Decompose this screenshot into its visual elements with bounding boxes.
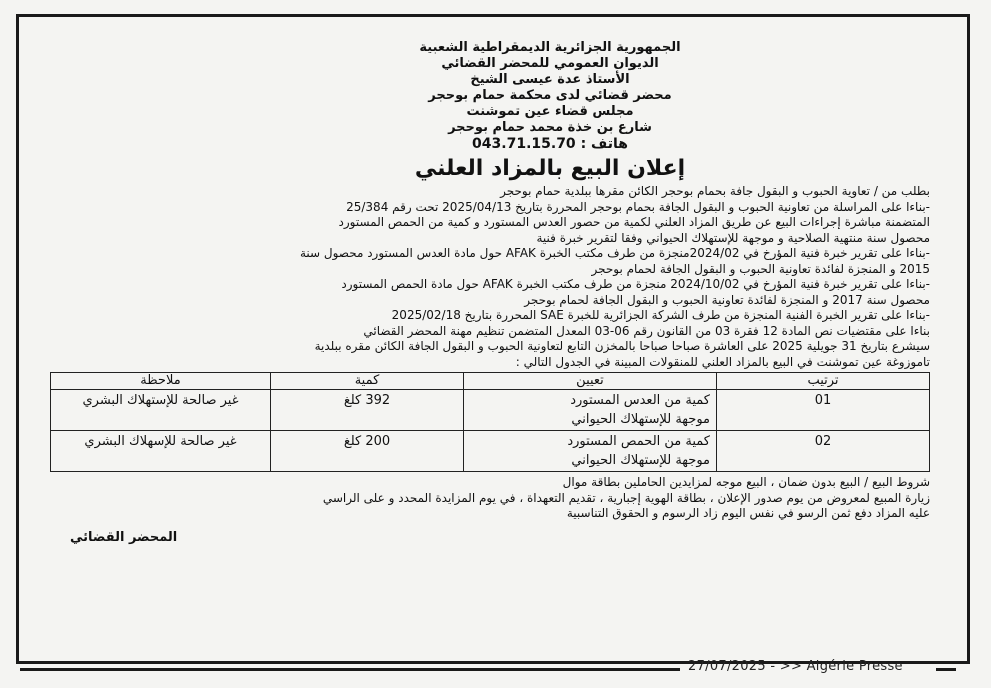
cell-quantity: 392 كلغ bbox=[271, 390, 464, 431]
body-line: -بناءا على المراسلة من تعاونية الحبوب و البقول الجافة بحمام بوحجر المحررة بتاريخ 2025/04/13 تحت رقم 25/384 bbox=[346, 199, 930, 214]
description-line: كمية من العدس المستورد bbox=[570, 393, 710, 408]
body-line: تاموزوغة عين تموشنت في البيع بالمزاد العلني للمنقولات المبينة في الجدول التالي : bbox=[515, 354, 930, 369]
body-line: سيشرع بتاريخ 31 جويلية 2025 على العاشرة صباحا صباحا بالمخزن التابع لتعاونية الحبوب و البقول الجافة الكائن مقره ببلدية bbox=[314, 339, 930, 353]
cell-rank: 01 bbox=[717, 390, 930, 431]
cell-rank: 02 bbox=[717, 431, 930, 472]
notice-content bbox=[50, 40, 930, 545]
body-line: -بناءا على تقرير خبرة فنية المؤرخ في 2024/02منجزة من طرف مكتب الخبرة AFAK حول مادة العدس المستورد محصول سنة bbox=[299, 246, 930, 260]
phone-label: هاتف : bbox=[580, 136, 628, 152]
header-line: شارع بن خذة محمد حمام بوحجر bbox=[448, 120, 652, 135]
table-row bbox=[51, 390, 930, 431]
cell-note: غير صالحة للإستهلاك البشري bbox=[51, 390, 271, 431]
footer-rule-end bbox=[936, 668, 956, 671]
header-line: محضر قضائي لدى محكمة حمام بوحجر bbox=[428, 88, 672, 103]
table-row bbox=[51, 431, 930, 472]
issuer-header bbox=[170, 40, 930, 152]
body-line: محصول سنة منتهية الصلاحية و موجهة للإستهلاك الحيواني وفقا لتقرير خبرة فنية bbox=[536, 230, 930, 245]
source-tag: 27/07/2025 - >> Algérie Presse bbox=[688, 659, 903, 674]
signature: المحضر القضائي bbox=[70, 529, 178, 545]
footer bbox=[0, 657, 991, 681]
terms-line: زيارة المبيع لمعروض من يوم صدور الإعلان ، بطاقة الهوية إجبارية ، تقديم التعهداة ، في يوم المزايدة المحدد و على الراسي bbox=[322, 490, 930, 505]
header-quantity: كمية bbox=[271, 373, 464, 390]
body-line: -بناءا على تقرير خبرة فنية المؤرخ في 2024/10/02 منجزة من طرف مكتب الخبرة AFAK حول مادة الحمص المستورد bbox=[341, 277, 930, 291]
header-line: الجمهورية الجزائرية الديمقراطية الشعبية bbox=[419, 40, 681, 55]
body-line: محصول سنة 2017 و المنجزة لفائدة تعاونية الحبوب و البقول الجافة لحمام بوحجر bbox=[524, 292, 930, 307]
phone-line bbox=[170, 136, 930, 152]
cell-note: غير صالحة للإسهلاك البشري bbox=[51, 431, 271, 472]
items-table bbox=[50, 372, 930, 472]
phone-number: 043.71.15.70 bbox=[472, 136, 576, 152]
footer-rule bbox=[20, 668, 680, 671]
body-line: -بناءا على تقرير الخبرة الفنية المنجزة من طرف الشركة الجزائرية للخبرة SAE المحررة بتاريخ 2025/02/18 bbox=[391, 308, 930, 322]
description-line: موجهة للإستهلاك الحيواني bbox=[571, 453, 710, 468]
body-line: المتضمنة مباشرة إجراءات البيع عن طريق المزاد العلني لكمية من حصور العدس المستورد و كمية من الحمص المستورد bbox=[338, 215, 930, 229]
header-line: مجلس قضاء عين تموشنت bbox=[466, 104, 634, 119]
sale-terms bbox=[50, 475, 930, 522]
body-line: بناءا على مقتضيات نص المادة 12 فقرة 03 من القانون رقم 06-03 المعدل المتضمن تنظيم مهنة المحضر القضائي bbox=[363, 323, 930, 338]
header-rank: ترتيب bbox=[717, 373, 930, 390]
terms-line: شروط البيع / البيع بدون ضمان ، البيع موجه لمزايدين الحاملين بطاقة موال bbox=[562, 475, 930, 489]
cell-quantity: 200 كلغ bbox=[271, 431, 464, 472]
body-line: بطلب من / تعاوية الحبوب و البقول جافة بحمام بوحجر الكائن مقرها ببلدية حمام بوحجر bbox=[500, 184, 930, 198]
terms-line: عليه المزاد دفع ثمن الرسو في نفس اليوم زاد الرسوم و الحقوق التناسبية bbox=[566, 506, 930, 520]
body-line: 2015 و المنجزة لفائدة تعاونية الحبوب و البقول الجافة لحمام بوحجر bbox=[591, 261, 930, 276]
description-line: كمية من الحمص المستورد bbox=[567, 434, 710, 449]
cell-description bbox=[464, 390, 717, 431]
notice-title: إعلان البيع بالمزاد العلني bbox=[414, 156, 686, 181]
header-line: الأستاذ عدة عيسى الشيخ bbox=[470, 72, 630, 87]
header-note: ملاحظة bbox=[51, 373, 271, 390]
table-header-row bbox=[51, 373, 930, 390]
header-line: الديوان العمومي للمحضر القضائي bbox=[441, 56, 659, 71]
cell-description bbox=[464, 431, 717, 472]
description-line: موجهة للإستهلاك الحيواني bbox=[571, 412, 710, 427]
notice-body bbox=[50, 184, 930, 370]
header-description: تعيين bbox=[464, 373, 717, 390]
